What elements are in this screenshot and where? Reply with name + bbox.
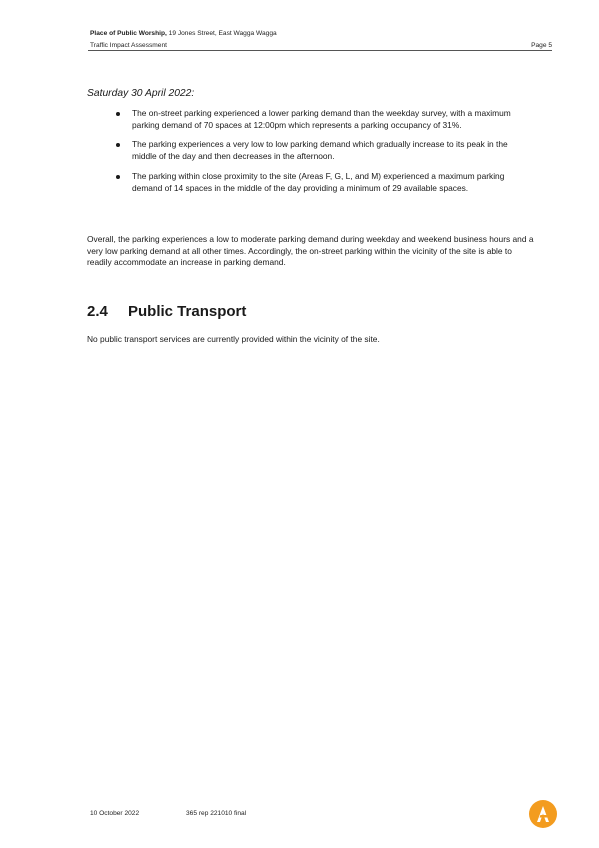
header-divider [88,50,552,51]
list-item [114,108,534,131]
bullet-text: The parking within close proximity to the site (Areas F, G, L, and M) experienced a maximum parking demand of 14 spaces in the middle of the day providing a minimum of 29 available spaces. [132,170,505,193]
date-heading: Saturday 30 April 2022: [87,88,195,99]
company-logo-icon [529,800,557,828]
section-title: Public Transport [128,303,247,320]
header-title [90,30,277,37]
page-number: Page 5 [531,42,552,49]
list-item [114,171,534,194]
bullet-text: The parking experiences a very low to low parking demand which gradually increase to its peak in the middle of the day and then decreases in the afternoon. [132,139,508,162]
header-title-address: 19 Jones Street, East Wagga Wagga [166,30,277,37]
bullet-icon [116,175,120,179]
footer-date: 10 October 2022 [90,810,140,817]
header-title-bold: Place of Public Worship, [90,30,167,37]
bullet-text: The on-street parking experienced a lower parking demand than the weekday survey, with a maximum parking demand of 70 spaces at 12:00pm which represents a parking occupancy of 31%. [132,108,511,130]
list-item [114,139,534,162]
summary-paragraph: Overall, the parking experiences a low to moderate parking demand during weekday and weekend business hours and a very low parking demand at all other times. Accordingly, the on-street parking within the vicinity of the site is able to readily accommodate an increase in parking demand. [87,234,534,268]
header-subtitle: Traffic Impact Assessment [90,42,167,49]
footer-reference: 365 rep 221010 final [186,810,247,817]
section-paragraph: No public transport services are currently provided within the vicinity of the site. [87,334,380,344]
section-number: 2.4 [87,303,108,320]
bullet-icon [116,112,120,116]
bullet-icon [116,143,120,147]
bullet-list [114,108,534,202]
